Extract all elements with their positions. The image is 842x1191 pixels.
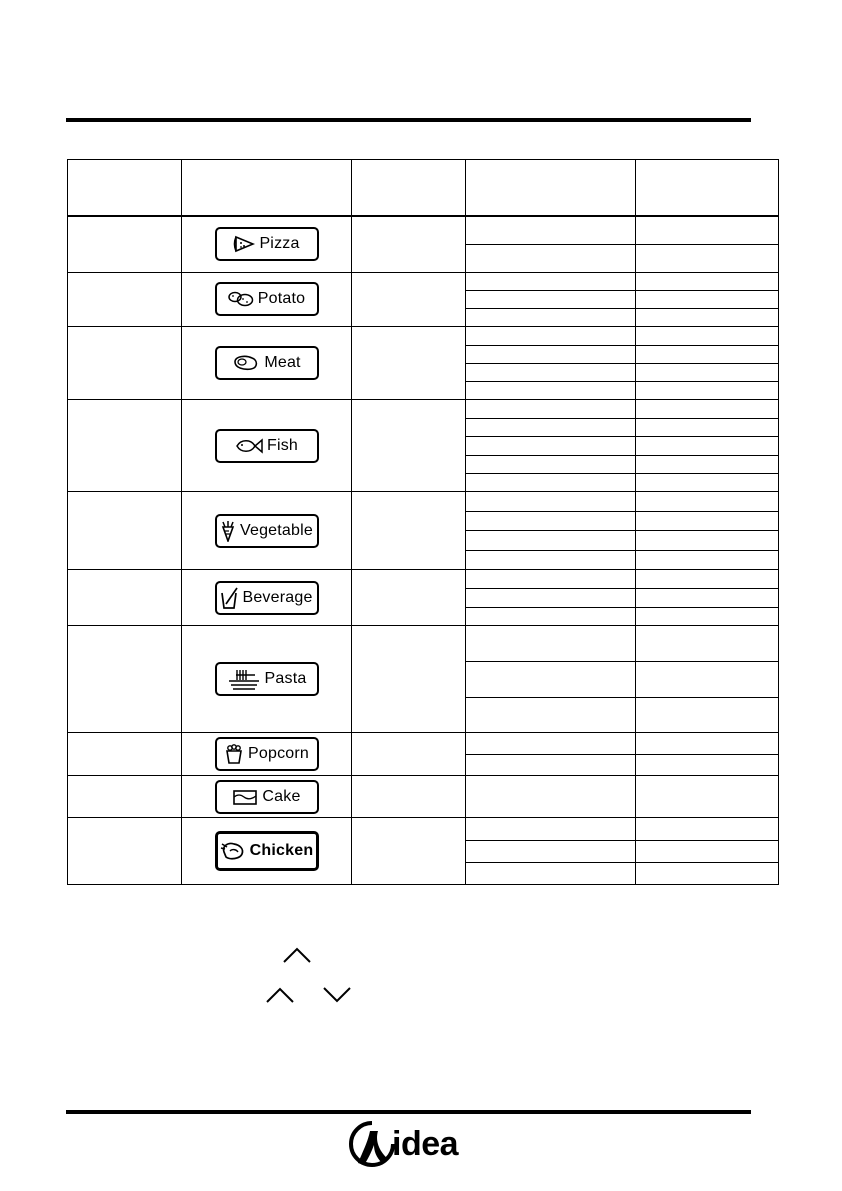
table-cell <box>466 531 636 551</box>
carrot-icon <box>220 520 236 542</box>
brand-wordmark: idea <box>392 1124 459 1163</box>
table-cell <box>466 511 636 531</box>
button-label: Chicken <box>249 842 314 860</box>
table-cell <box>636 697 779 733</box>
table-row <box>68 733 779 755</box>
midea-logo-icon <box>348 1119 396 1169</box>
table-cell <box>636 437 779 455</box>
table-cell <box>466 418 636 436</box>
table-cell <box>466 309 636 327</box>
pasta-button[interactable] <box>215 662 319 696</box>
table-cell <box>466 733 636 755</box>
table-row <box>68 327 779 345</box>
table-row <box>68 776 779 818</box>
table-cell <box>352 492 466 570</box>
table-header-row <box>68 160 779 217</box>
button-cell <box>182 327 352 400</box>
beverage-button[interactable] <box>215 581 319 615</box>
table-row <box>68 272 779 290</box>
table-cell <box>466 570 636 589</box>
table-cell <box>636 818 779 840</box>
table-row <box>68 570 779 589</box>
table-cell <box>636 550 779 570</box>
table-cell <box>466 363 636 381</box>
table-cell <box>636 840 779 862</box>
table-cell <box>352 327 466 400</box>
table-cell <box>466 550 636 570</box>
table-cell <box>636 244 779 272</box>
table-row <box>68 216 779 244</box>
table-cell <box>466 455 636 473</box>
table-row <box>68 818 779 840</box>
header-cell-1 <box>68 160 182 217</box>
button-label: Vegetable <box>240 521 313 539</box>
table-cell <box>68 272 182 327</box>
table-cell <box>636 327 779 345</box>
table-cell <box>466 216 636 244</box>
table-cell <box>636 216 779 244</box>
fish-button[interactable] <box>215 429 319 463</box>
cup-icon <box>220 587 238 609</box>
button-label: Fish <box>266 436 299 454</box>
table-cell <box>68 733 182 776</box>
table-cell <box>466 863 636 885</box>
table-cell <box>466 345 636 363</box>
table-cell <box>636 776 779 818</box>
midea-logo <box>348 1118 458 1170</box>
table-cell <box>466 589 636 608</box>
vegetable-button[interactable] <box>215 514 319 548</box>
table-cell <box>466 290 636 308</box>
header-cell-2 <box>182 160 352 217</box>
pasta-icon <box>227 667 261 691</box>
table-cell <box>636 662 779 698</box>
table-cell <box>636 345 779 363</box>
fish-icon <box>235 437 263 455</box>
table-row <box>68 400 779 418</box>
table-cell <box>636 511 779 531</box>
chicken-button[interactable] <box>215 831 319 871</box>
table-cell <box>352 272 466 327</box>
table-cell <box>68 776 182 818</box>
table-cell <box>636 474 779 492</box>
table-cell <box>466 818 636 840</box>
header-cell-5 <box>636 160 779 217</box>
table-cell <box>466 400 636 418</box>
table-cell <box>466 492 636 512</box>
button-label: Potato <box>257 290 306 308</box>
table-cell <box>466 626 636 662</box>
table-cell <box>466 754 636 776</box>
popcorn-icon <box>224 744 244 764</box>
table-cell <box>352 818 466 885</box>
table-cell <box>68 327 182 400</box>
table-cell <box>636 754 779 776</box>
button-cell <box>182 400 352 492</box>
table-cell <box>636 290 779 308</box>
pizza-button[interactable] <box>215 227 319 261</box>
potato-button[interactable] <box>215 282 319 316</box>
chicken-icon <box>220 840 246 862</box>
button-label: Pasta <box>264 670 307 688</box>
chevron-up-icon <box>282 946 312 964</box>
table-cell <box>636 400 779 418</box>
popcorn-button[interactable] <box>215 737 319 771</box>
table-cell <box>466 697 636 733</box>
button-label: Meat <box>264 354 301 372</box>
meat-button[interactable] <box>215 346 319 380</box>
table-cell <box>466 437 636 455</box>
header-cell-3 <box>352 160 466 217</box>
table-cell <box>68 216 182 272</box>
table-cell <box>68 400 182 492</box>
button-label: Pizza <box>259 235 300 253</box>
table-cell <box>68 818 182 885</box>
meat-icon <box>232 354 260 372</box>
table-cell <box>636 863 779 885</box>
table-cell <box>466 840 636 862</box>
button-label: Cake <box>262 787 301 805</box>
table-cell <box>636 626 779 662</box>
table-cell <box>636 382 779 400</box>
auto-menu-table <box>67 159 779 885</box>
table-cell <box>636 492 779 512</box>
table-cell <box>466 244 636 272</box>
table-cell <box>636 363 779 381</box>
button-cell <box>182 272 352 327</box>
table-cell <box>636 272 779 290</box>
table-cell <box>466 382 636 400</box>
table-cell <box>466 272 636 290</box>
button-cell <box>182 733 352 776</box>
table-cell <box>68 626 182 733</box>
table-cell <box>636 309 779 327</box>
table-cell <box>636 607 779 626</box>
table-cell <box>636 570 779 589</box>
button-cell <box>182 818 352 885</box>
table-cell <box>68 492 182 570</box>
table-cell <box>636 531 779 551</box>
table-cell <box>466 327 636 345</box>
table-row <box>68 492 779 512</box>
table-cell <box>352 216 466 272</box>
table-cell <box>352 570 466 626</box>
table-cell <box>68 570 182 626</box>
button-label: Beverage <box>242 588 313 606</box>
table-cell <box>636 418 779 436</box>
cake-button[interactable] <box>215 780 319 814</box>
button-cell <box>182 216 352 272</box>
header-cell-4 <box>466 160 636 217</box>
button-cell <box>182 626 352 733</box>
table-cell <box>466 474 636 492</box>
chevron-up-icon <box>265 986 295 1004</box>
table-cell <box>466 662 636 698</box>
table-cell <box>352 776 466 818</box>
button-cell <box>182 776 352 818</box>
table-cell <box>352 400 466 492</box>
table-cell <box>352 733 466 776</box>
cake-icon <box>232 788 258 806</box>
table-cell <box>466 607 636 626</box>
table-row <box>68 626 779 662</box>
table-cell <box>636 455 779 473</box>
table-cell <box>636 589 779 608</box>
potato-icon <box>228 290 254 308</box>
bottom-divider <box>66 1110 751 1114</box>
table-cell <box>636 733 779 755</box>
button-cell <box>182 492 352 570</box>
top-divider <box>66 118 751 122</box>
button-label: Popcorn <box>248 745 309 763</box>
table-cell <box>352 626 466 733</box>
pizza-icon <box>233 235 255 253</box>
chevron-down-icon <box>322 986 352 1004</box>
table-cell <box>466 776 636 818</box>
button-cell <box>182 570 352 626</box>
